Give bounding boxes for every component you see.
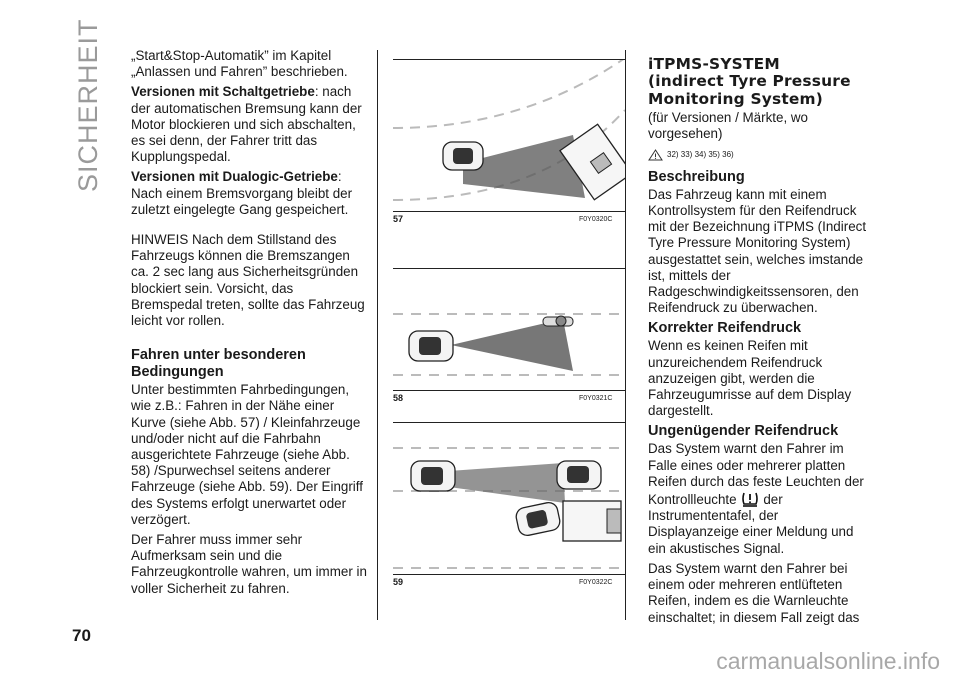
car-icon [557,461,601,489]
car-icon [515,501,562,537]
driver-attention-text: Der Fahrer muss immer sehr Aufmerksam sein und die Fahrzeugkontrolle wahren, um immer in voller Sicherheit zu fahren. [131,532,367,596]
warning-reference-numbers: 32) 33) 34) 35) 36) [667,149,734,159]
figure-57-number: 57 [393,214,404,224]
dualogic-text: Nach einem Bremsvorgang bleibt der zuletzt eingelegte Gang gespeichert. [131,185,353,217]
page-number: 70 [72,626,91,645]
low-pressure-text [648,441,870,556]
figure-rule [393,390,625,391]
car-icon [409,331,453,361]
availability-note: (für Versionen / Märkte, wo vorgesehen) [648,110,809,142]
column-divider-right [625,50,626,620]
manual-gearbox-text: nach der automatischen Bremsung kann der Motor blockieren und sich abschalten, es sei denn, der Fahrer tritt das Kupplungspedal. [131,84,362,165]
motorcycle-icon [543,316,573,326]
itpms-title-line-1: iTPMS-SYSTEM [648,55,780,73]
figure-rule [393,574,625,575]
manual-gearbox-heading: Versionen mit Schaltgetriebe [131,84,315,100]
watermark[interactable]: carmanualsonline.info [716,648,940,674]
car-icon [411,461,455,491]
special-conditions-text: Unter bestimmten Fahrbedingungen, wie z.B.: Fahren in der Nähe einer Kurve (siehe Abb. 57) / Kleinfahrzeuge und/oder nicht auf die Fahrbahn ausgerichtete Fahrzeuge (siehe Abb. 58) /Spurwechsel seitens anderer Fahrzeuge (siehe Abb. 59). Der Eingriff des Systems erfolgt unerwartet oder verzögert. [131,382,363,527]
warning-triangle-icon [648,149,663,161]
correct-pressure-text: Wenn es keinen Reifen mit unzureichendem Reifendruck anzuzeigen gibt, werden die Fahrzeugumrisse auf dem Display dargestellt. [648,338,852,419]
special-conditions-heading: Fahren unter besonderen Bedingungen [131,347,306,381]
figure-59-number: 59 [393,577,404,587]
correct-pressure-heading: Korrekter Reifendruck [648,320,802,337]
text-column-right [648,56,870,630]
itpms-title [648,56,870,108]
itpms-title-line-3: Monitoring System) [648,89,823,108]
section-title: SICHERHEIT [73,18,103,192]
figure-59-lane-change-illustration [393,423,625,573]
warning-references [648,147,870,163]
figure-58-code: F0Y0321C [579,395,613,402]
figure-59-code: F0Y0322C [579,579,613,586]
figure-58-number: 58 [393,393,404,403]
column-divider-left [377,50,378,620]
figure-58-small-vehicle-illustration [393,269,625,389]
itpms-title-line-2: (indirect Tyre Pressure [648,72,851,91]
low-pressure-heading: Ungenügender Reifendruck [648,423,839,440]
intro-paragraph: „Start&Stop-Automatik” im Kapitel „Anlassen und Fahren” beschrieben. [131,48,348,80]
dualogic-paragraph: Versionen mit Dualogic-Getriebe: Nach einem Bremsvorgang bleibt der zuletzt eingelegte Gang gespeichert. [131,169,353,217]
figure-rule [393,211,625,212]
figure-57-curve-illustration [393,60,625,210]
description-heading: Beschreibung [648,168,745,185]
text-column-left [131,48,367,601]
figure-column [377,50,625,620]
truck-icon [563,501,621,541]
dualogic-heading: Versionen mit Dualogic-Getriebe [131,169,338,185]
figure-57-code: F0Y0320C [579,216,613,223]
tyre-pressure-warning-icon [740,490,760,508]
note-paragraph: HINWEIS Nach dem Stillstand des Fahrzeugs können die Bremszangen ca. 2 sec lang aus Sicherheitsgründen blockiert sein. Vorsicht, das Bremspedal treten, sollte das Fahrzeug leicht vor rollen. [131,232,365,329]
low-pressure-text-after: der Instrumententafel, der Displayanzeige einer Meldung und ein akustisches Signal. [648,492,854,556]
manual-gearbox-paragraph: Versionen mit Schaltgetriebe: nach der automatischen Bremsung kann der Motor blockieren und sich abschalten, es sei denn, der Fahrer tritt das Kupplungspedal. [131,84,362,165]
low-pressure-text-before: Das System warnt den Fahrer im Falle eines oder mehrerer platten Reifen durch das feste Leuchten der Kontrollleuchte [648,441,864,508]
description-text: Das Fahrzeug kann mit einem Kontrollsystem für den Reifendruck mit der Bezeichnung iTPMS (Indirect Tyre Pressure Monitoring System) ausgestattet sein, welches imstande ist, mittels der Radgeschwindigkeitssensoren, den Reifendruck zu überwachen. [648,186,867,316]
low-pressure-text-2: Das System warnt den Fahrer bei einem oder mehreren entlüfteten Reifen, indem es die Warnleuchte einschaltet; in diesem Fall zeigt das [648,560,860,625]
car-icon [443,142,483,170]
